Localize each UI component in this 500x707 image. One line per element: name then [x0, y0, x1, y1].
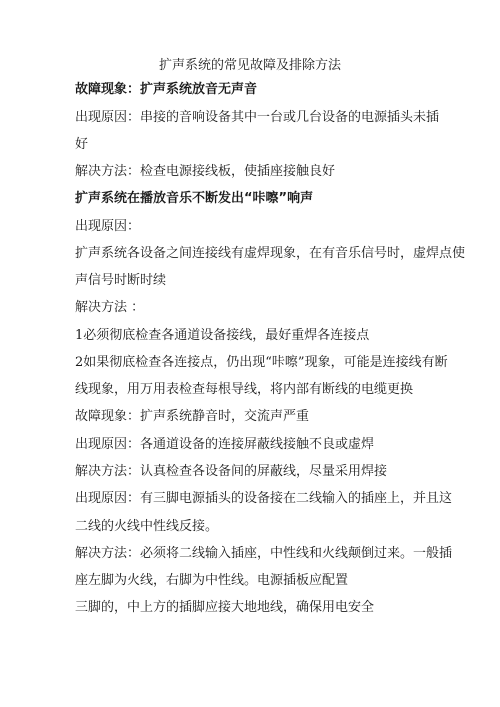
text-line: 扩声系统各设备之间连接线有虚焊现象，在有音乐信号时，虚焊点使 — [75, 246, 466, 261]
fault-symptom-heading-1: 故障现象：扩声系统放音无声音 — [75, 82, 258, 97]
document-title: 扩声系统的常见故障及排除方法 — [158, 58, 341, 73]
text-line: 解决方法 ： — [75, 300, 145, 315]
text-line: 故障现象：扩声系统静音时，交流声严重 — [75, 409, 310, 424]
text-line: 出现原因：各通道设备的连接屏蔽线接触不良或虚焊 — [75, 437, 375, 452]
text-line: 出现原因：串接的音响设备其中一台或几台设备的电源插头未插 — [75, 110, 440, 125]
text-line: 解决方法：认真检查各设备间的屏蔽线，尽量采用焊接 — [75, 464, 388, 479]
text-line: 出现原因： — [75, 219, 141, 234]
text-line: 二线的火线中性线反接。 — [75, 519, 219, 534]
text-line: 三脚的，中上方的插脚应接大地地线，确保用电安全 — [75, 600, 375, 615]
text-line: 解决方法：必须将二线输入插座，中性线和火线颠倒过来。一般插 — [75, 546, 453, 561]
text-line: 座左脚为火线，右脚为中性线。电源插板应配置 — [75, 573, 349, 588]
fault-symptom-heading-2: 扩声系统在播放音乐不断发出“咔嚓”响声 — [75, 191, 314, 206]
text-line: 解决方法：检查电源接线板，使插座接触良好 — [75, 164, 336, 179]
text-line: 出现原因：有三脚电源插头的设备接在二线输入的插座上，并且这 — [75, 491, 453, 506]
text-line: 线现象，用万用表检查每根导线，将内部有断线的电缆更换 — [75, 382, 414, 397]
text-line: 好 — [75, 137, 89, 152]
text-line: 1必须彻底检查各通道设备接线，最好重焊各连接点 — [75, 328, 370, 343]
text-line: 声信号时断时续 — [75, 273, 167, 288]
text-line: 2如果彻底检查各连接点，仍出现“咔嚓”现象，可能是连接线有断 — [75, 355, 448, 370]
